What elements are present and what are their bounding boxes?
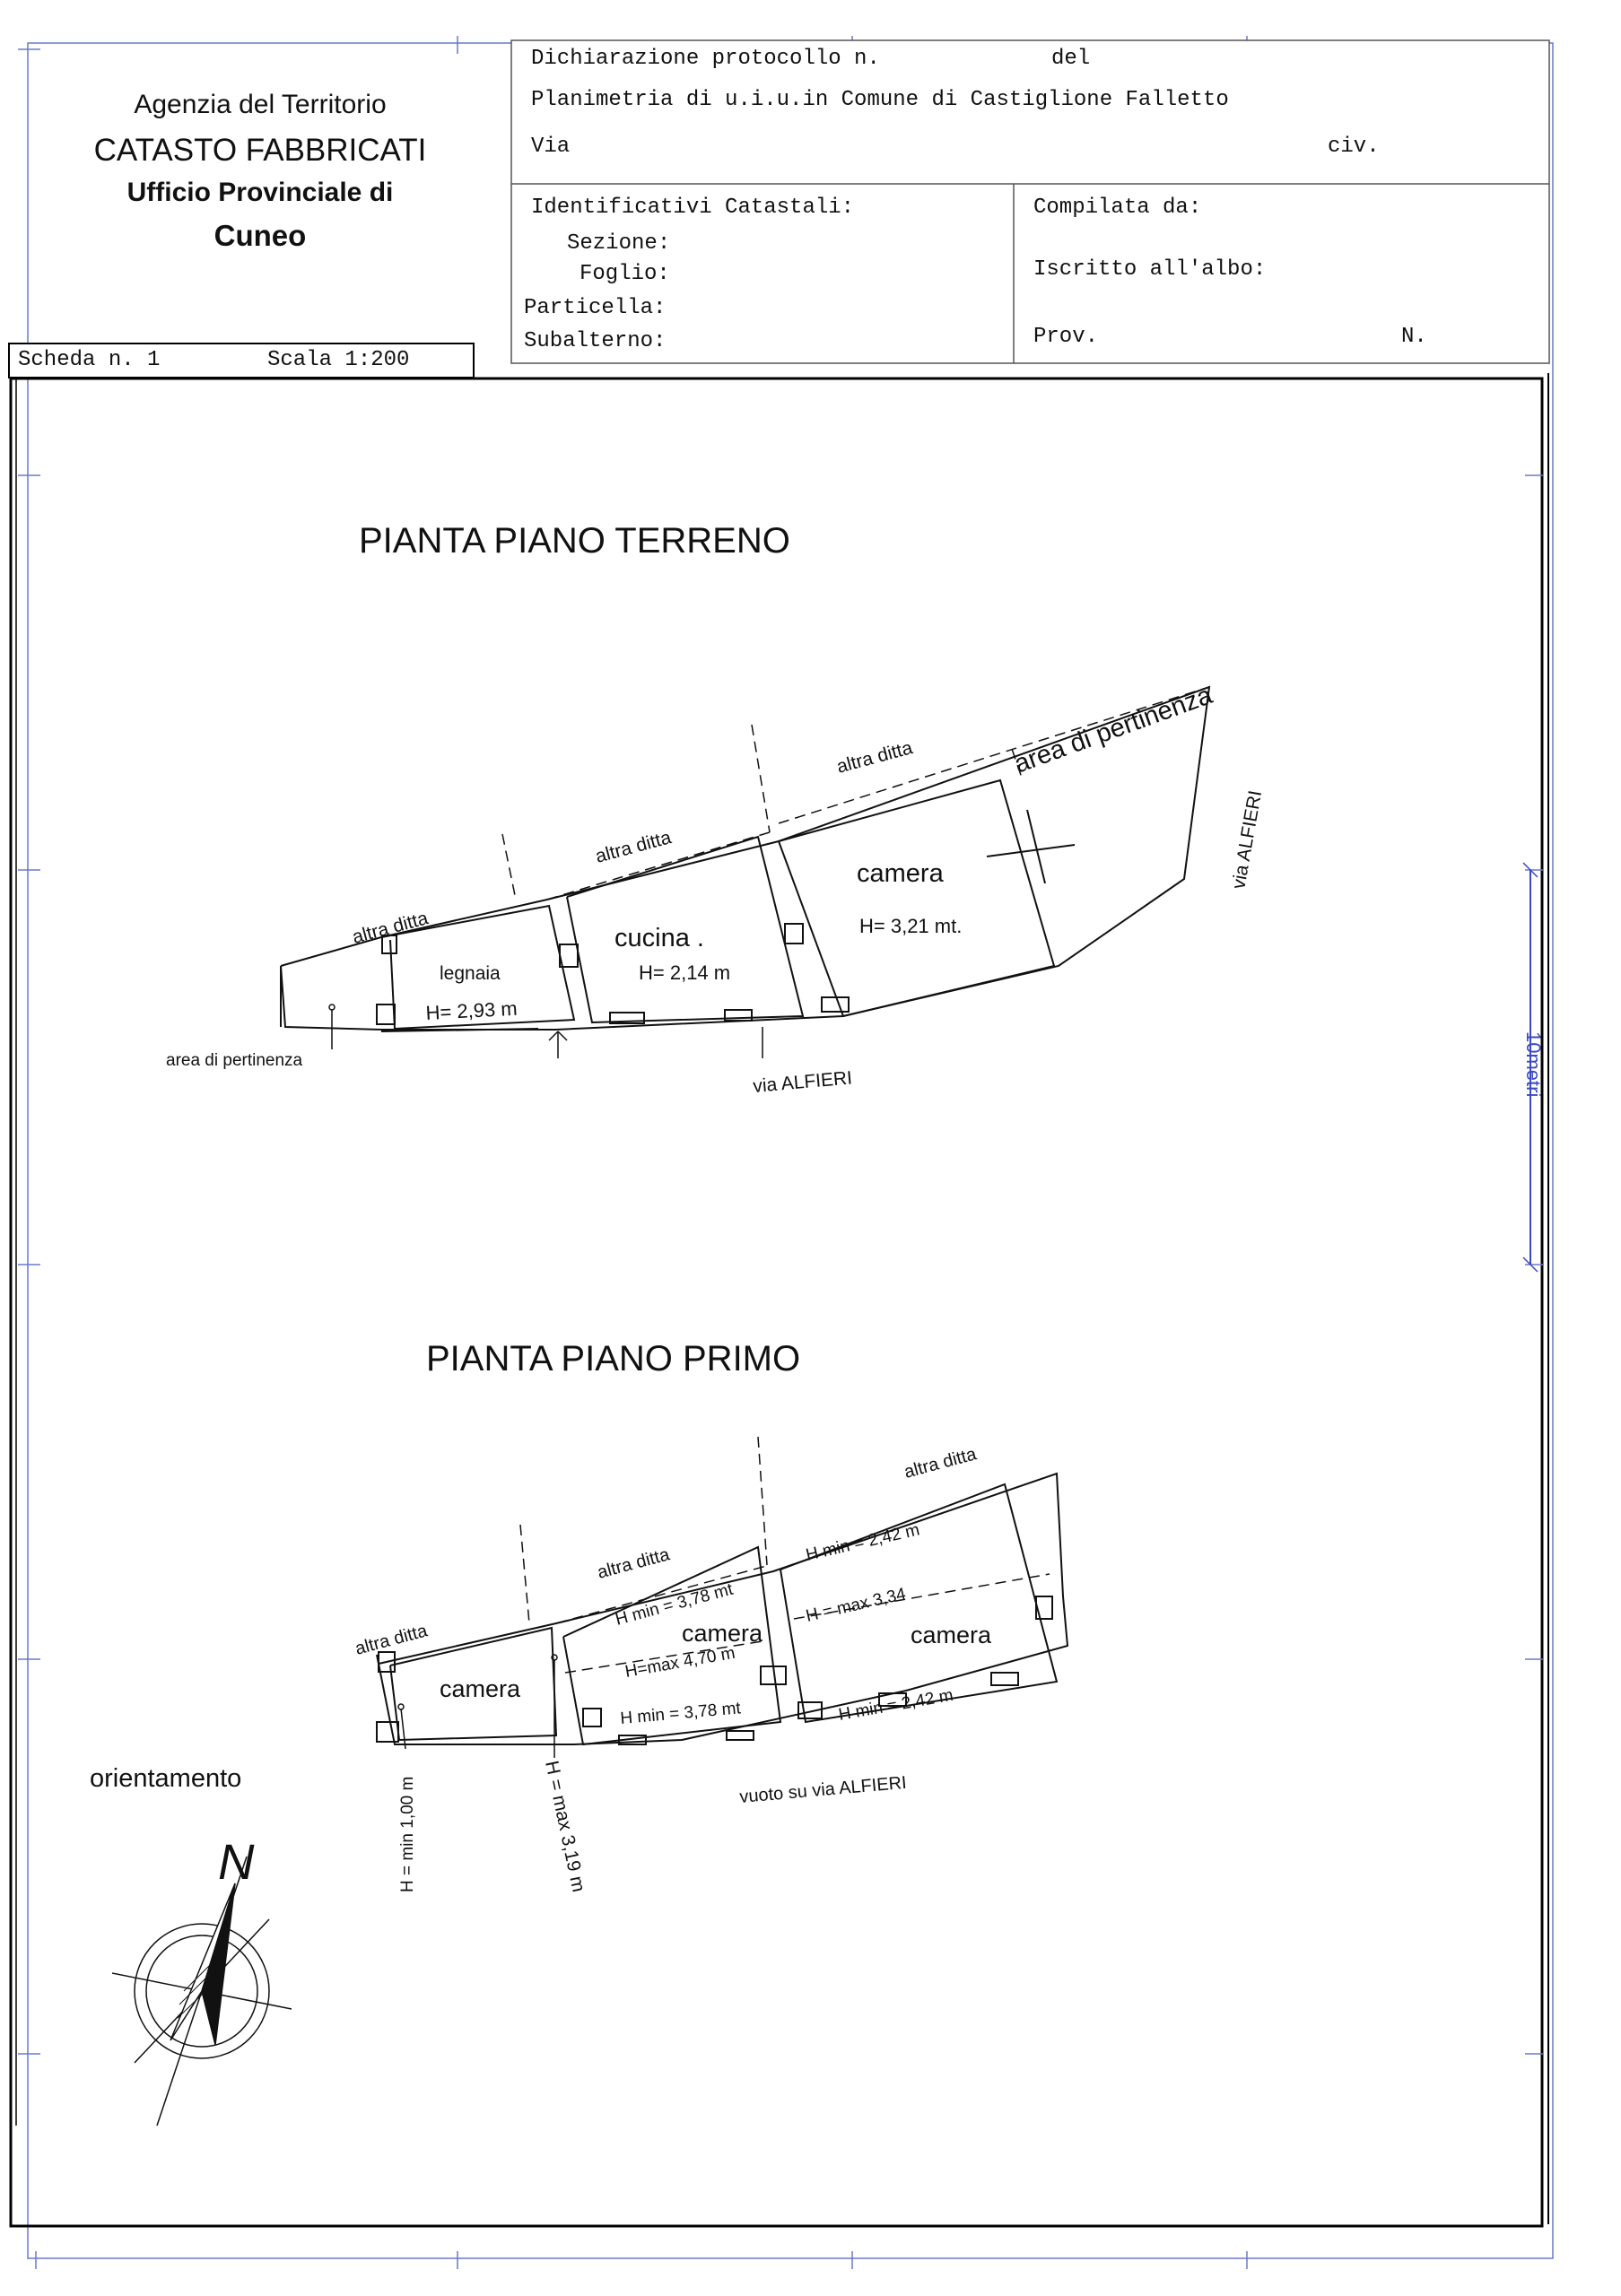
gf-via-alfieri-bottom: via ALFIERI — [752, 1067, 853, 1097]
civ-label: civ. — [1328, 135, 1380, 159]
gf-cucina: cucina . — [614, 924, 704, 952]
scale-bar-text: 10metri — [1522, 1031, 1545, 1098]
iscritto-label: Iscritto all'albo: — [1033, 257, 1267, 282]
gf-cucina-h: H= 2,14 m — [639, 961, 731, 984]
ff-h-min-100: H = min 1,00 m — [398, 1776, 417, 1892]
ground-floor-title: PIANTA PIANO TERRENO — [359, 521, 790, 561]
agency-name: Agenzia del Territorio — [134, 90, 387, 119]
north-letter: N — [218, 1833, 255, 1890]
first-floor-title: PIANTA PIANO PRIMO — [426, 1339, 801, 1378]
gf-camera: camera — [857, 859, 944, 888]
gf-legnaia: legnaia — [440, 963, 501, 984]
foglio-label: Foglio: — [580, 262, 670, 286]
sezione-label: Sezione: — [567, 231, 671, 256]
gf-altra-ditta-1: altra ditta — [350, 908, 431, 948]
del-label: del — [1051, 47, 1091, 71]
ff-hmax-334: H = max 3,34 — [804, 1584, 908, 1626]
ff-vuoto: vuoto su via ALFIERI — [738, 1772, 908, 1807]
ff-camera-left: camera — [440, 1675, 521, 1702]
ff-altra-ditta-1: altra ditta — [353, 1621, 430, 1659]
gf-altra-ditta-3: altra ditta — [834, 737, 915, 778]
gf-altra-ditta-2: altra ditta — [593, 827, 674, 867]
subalterno-label: Subalterno: — [524, 329, 667, 353]
via-label: Via — [531, 135, 571, 159]
ff-altra-ditta-3: altra ditta — [902, 1444, 979, 1483]
gf-camera-h: H= 3,21 mt. — [859, 915, 963, 937]
ff-hmin-378-bottom: H min = 3,78 mt — [619, 1699, 742, 1728]
prov-label: Prov. — [1033, 325, 1099, 349]
compilata-label: Compilata da: — [1033, 196, 1202, 220]
ff-camera-mid: camera — [682, 1620, 763, 1647]
planimetria-label: Planimetria di u.i.u.in Comune di Castiglione Falletto — [531, 88, 1229, 112]
ff-hmax-470: H=max 4,70 m — [623, 1643, 737, 1682]
gf-area-pertinenza-bottom: area di pertinenza — [166, 1051, 303, 1070]
ff-hmin-242-top: H min = 2,42 m — [804, 1520, 922, 1565]
ff-camera-right: camera — [911, 1622, 992, 1648]
agency-office: Ufficio Provinciale di — [126, 178, 394, 207]
agency-city: Cuneo — [214, 219, 307, 252]
ff-h-max-319: H = max 3,19 m — [541, 1759, 589, 1894]
scheda-number: Scheda n. 1 — [18, 348, 161, 372]
n-label: N. — [1401, 325, 1427, 349]
identificativi-label: Identificativi Catastali: — [531, 196, 855, 220]
gf-via-alfieri-side: via ALFIERI — [1228, 788, 1267, 891]
ff-hmin-242-bottom: H min = 2,42 m — [837, 1685, 955, 1725]
compass-icon — [112, 1857, 292, 2126]
dichiarazione-label: Dichiarazione protocollo n. — [531, 47, 880, 71]
particella-label: Particella: — [524, 296, 667, 320]
agency-catasto: CATASTO FABBRICATI — [93, 133, 427, 168]
ff-altra-ditta-2: altra ditta — [595, 1544, 672, 1583]
orientation-label: orientamento — [90, 1764, 242, 1793]
ff-hmin-378-top: H min = 3,78 mt — [613, 1579, 736, 1630]
gf-area-pertinenza-top: area di pertinenza — [1010, 681, 1216, 779]
gf-legnaia-h: H= 2,93 m — [424, 996, 519, 1024]
scale-value: Scala 1:200 — [267, 348, 410, 372]
first-floor-markers — [398, 1655, 557, 1758]
